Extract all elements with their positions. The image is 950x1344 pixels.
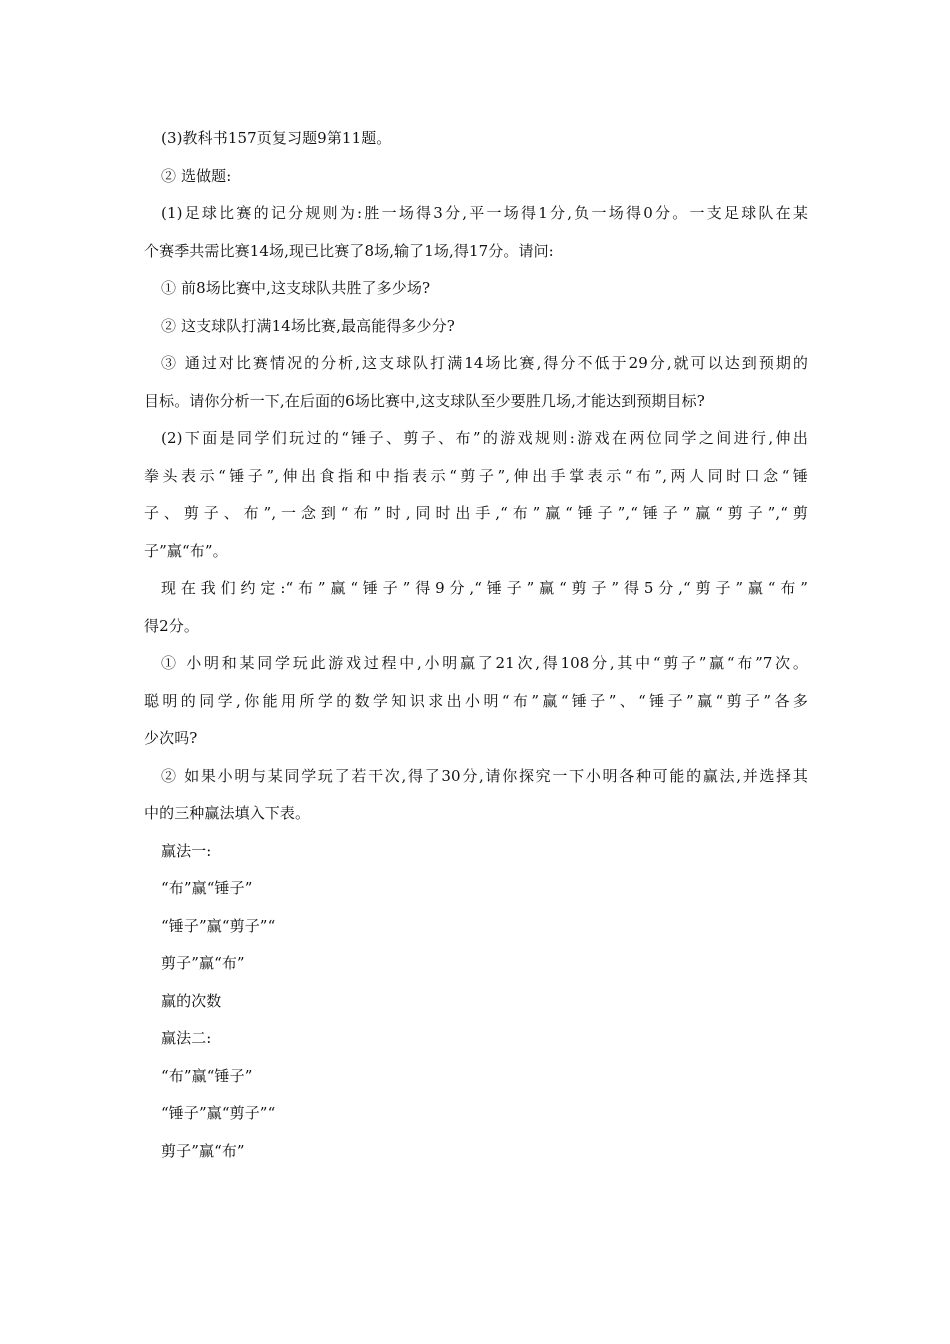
method-1-heading: 赢法一: [161, 841, 212, 860]
problem-2-text-cont-3: 子”赢“布”。 [144, 541, 228, 560]
question-1-3-cont: 目标。请你分析一下,在后面的6场比赛中,这支球队至少要胜几场,才能达到预期目标? [144, 391, 705, 410]
question-1-1: ① 前8场比赛中,这支球队共胜了多少场? [161, 279, 431, 297]
assignment-line: (3)教科书157页复习题9第11题。 [161, 129, 392, 147]
question-2-1: ① 小明和某同学玩此游戏过程中,小明赢了21次,得108分,其中“剪子”赢“布”7次。 [161, 654, 808, 672]
method-2-heading: 赢法二: [161, 1029, 212, 1047]
question-1-2: ② 这支球队打满14场比赛,最高能得多少分? [161, 316, 455, 335]
method-1-row-jianzi: 剪子”赢“布” [161, 954, 245, 972]
problem-2-text: (2)下面是同学们玩过的“锤子、剪子、布”的游戏规则:游戏在两位同学之间进行,伸出 [161, 429, 808, 447]
scoring-rule: 现在我们约定:“布”赢“锤子”得9分,“锤子”赢“剪子”得5分,“剪子”赢“布” [161, 579, 808, 597]
problem-2-text-cont-2: 子、剪子、布”,一念到“布”时,同时出手,“布”赢“锤子”,“锤子”赢“剪子”,“剪 [144, 504, 808, 522]
problem-1-text: (1)足球比赛的记分规则为:胜一场得3分,平一场得1分,负一场得0分。一支足球队在某 [161, 204, 808, 222]
problem-1-text-cont: 个赛季共需比赛14场,现已比赛了8场,输了1场,得17分。请问: [144, 241, 554, 260]
method-1-row-bu: “布”赢“锤子” [161, 879, 253, 897]
method-2-row-chuizi: “锤子”赢“剪子”“ [161, 1104, 276, 1122]
document-body [144, 120, 808, 1170]
method-1-row-chuizi: “锤子”赢“剪子”“ [161, 916, 276, 935]
question-1-3: ③ 通过对比赛情况的分析,这支球队打满14场比赛,得分不低于29分,就可以达到预期的 [161, 354, 808, 372]
method-2-row-bu: “布”赢“锤子” [161, 1066, 253, 1085]
question-2-2-cont: 中的三种赢法填入下表。 [144, 804, 311, 822]
method-2-row-jianzi: 剪子”赢“布” [161, 1141, 245, 1160]
question-2-1-cont-1: 聪明的同学,你能用所学的数学知识求出小明“布”赢“锤子”、“锤子”赢“剪子”各多 [144, 691, 808, 710]
scoring-rule-cont: 得2分。 [144, 616, 199, 635]
method-1-win-count: 赢的次数 [161, 991, 222, 1010]
question-2-2: ② 如果小明与某同学玩了若干次,得了30分,请你探究一下小明各种可能的赢法,并选择其 [161, 766, 808, 785]
problem-2-text-cont-1: 拳头表示“锤子”,伸出食指和中指表示“剪子”,伸出手掌表示“布”,两人同时口念“锤 [144, 466, 808, 485]
question-2-1-cont-2: 少次吗? [144, 729, 198, 747]
optional-section-heading: ② 选做题: [161, 166, 232, 185]
